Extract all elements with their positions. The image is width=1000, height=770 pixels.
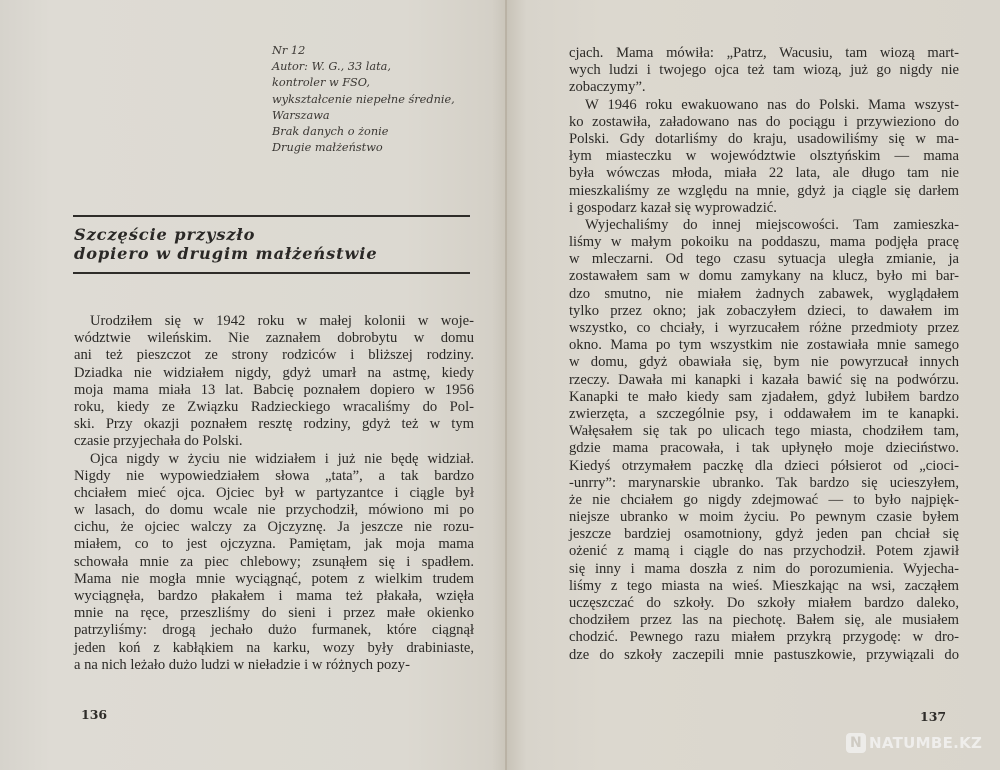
text-line: Urodziłem się w 1942 roku w małej kolonii w woje- xyxy=(90,313,474,329)
chapter-title-line-1: Szczęście przyszło xyxy=(74,225,256,244)
text-line: Mama nie mogła mnie wyciągnąć, potem z wielkim trudem xyxy=(74,570,474,587)
text-line: Nigdy nie wypowiedziałem słowa „tata”, a tak bardzo xyxy=(74,467,474,484)
text-line: W 1946 roku ewakuowano nas do Polski. Mama wszyst- xyxy=(585,96,959,113)
text-line: mnie na ręce, przeszliśmy do sieni i przez małe okienko xyxy=(74,605,474,622)
text-line: chciałem mieć ojca. Ojciec był w partyzantce i ciągle był xyxy=(74,484,474,501)
text-line: Wałęsałem się tak po ulicach tego miasta, chodziłem tam, xyxy=(569,423,959,440)
text-line: zobaczymy”. xyxy=(569,79,646,96)
text-line: schowała mnie za piec chlebowy; zsunąłem się i spadłem. xyxy=(74,553,474,570)
text-line: ożenić z mamą i ciągle do nas przychodził. Potem zjawił xyxy=(569,543,959,560)
entry-number: Nr 12 xyxy=(272,44,306,57)
text-line: moja mama miała 13 lat. Babcię poznałem dopiero w 1956 xyxy=(74,381,474,398)
wife-info-line: Brak danych o żonie xyxy=(272,125,389,139)
text-line: cichu, że ojciec walczy za Ojczyznę. Ja jeszcze nie rozu- xyxy=(74,519,474,536)
left-body-text xyxy=(74,313,474,674)
text-line: wych ludzi i twojego ojca też tam wiozą, już go nigdy nie xyxy=(569,62,959,79)
text-line: ani też pieszczot ze strony rodziców i bliższej rodziny. xyxy=(74,347,474,364)
text-line: cjach. Mama mówiła: „Patrz, Wacusiu, tam wiozą mart- xyxy=(569,45,959,61)
text-line: uczęszczać do szkoły. Do szkoły miałem bardzo daleko, xyxy=(569,595,959,611)
text-line: była wówczas młoda, miała 22 lata, ale długo tam nie xyxy=(569,165,959,182)
text-line: się inny i mama doszła z nim do porozumienia. Wyjecha- xyxy=(569,560,959,577)
title-rule-bottom xyxy=(73,272,470,274)
watermark-text: NATUMBE.KZ xyxy=(869,734,983,752)
text-line: okno. Mama po tym wszystkim nie zostawiała mnie samego xyxy=(569,337,959,354)
text-line: wyciągnęła, bardzo płakałem i mama też płakała, wzięła xyxy=(74,588,474,604)
text-line: łym miasteczku w województwie olsztyńskim — mama xyxy=(569,148,959,165)
text-line: dzo smutno, nie miałem żadnych zabawek, wyglądałem xyxy=(569,285,959,302)
text-line: Ojca nigdy w życiu nie widziałem i już nie będę widział. xyxy=(90,450,474,467)
text-line: Wyjechaliśmy do innej miejscowości. Tam zamieszka- xyxy=(585,216,959,233)
text-line: Kiedyś otrzymałem paczkę dla dzieci półsierot od „cioci- xyxy=(569,457,959,474)
text-line: wództwie wileńskim. Nie zaznałem dobrobytu w domu xyxy=(74,330,474,347)
text-line: wszystko, co chciały, i wyrzucałem różne przedmioty przez xyxy=(569,320,959,336)
right-page xyxy=(507,0,1000,770)
city-line: Warszawa xyxy=(272,108,330,122)
text-line: tylko przez okno; jak zobaczyłem dzieci, to dawałem im xyxy=(569,302,959,319)
education-line: wykształcenie niepełne średnie, xyxy=(272,92,455,106)
page-number-right: 137 xyxy=(920,709,947,724)
text-line: mieszkaliśmy ze względu na mnie, gdyż ja ciągle się darłem xyxy=(569,182,959,199)
page-number-left: 136 xyxy=(81,707,108,722)
text-line: zwierzęta, a szczególnie psy, i oddawałem im te kanapki. xyxy=(569,405,959,422)
text-line: liśmy w małym pokoiku na poddaszu, mama podjęła pracę xyxy=(569,234,959,251)
text-line: miałem, co to jest ojczyzna. Pamiętam, jak moja mama xyxy=(74,536,474,553)
text-line: Kanapki te mało kiedy sam zjadałem, gdyż lubiłem bardzo xyxy=(569,388,959,405)
text-line: patrzyliśmy: drogą jechało dużo furmanek, które ciągnął xyxy=(74,622,474,639)
text-line: i gospodarz kazał się wyprowadzić. xyxy=(569,199,777,216)
text-line: chodziłem przez las na piechotę. Bałem się, ale musiałem xyxy=(569,612,959,629)
right-body-text xyxy=(569,45,959,664)
chapter-title-line-2: dopiero w drugim małżeństwie xyxy=(74,244,378,263)
text-line: liśmy z tego miasta na wieś. Mieszkając na wsi, zacząłem xyxy=(569,577,959,594)
text-line: chodzić. Pewnego razu miałem przykrą przygodę: w dro- xyxy=(569,629,959,646)
text-line: w domu, gdyż obawiała się, bym nie powyrzucał innych xyxy=(569,354,959,371)
text-line: jeszcze bardziej osamotniony, gdyż jeden pan chciał się xyxy=(569,526,959,543)
text-line: w lasach, do domu wcale nie przychodził, mówiono mi po xyxy=(74,502,474,519)
text-line: a na nich leżało dużo ludzi w nieładzie i w różnych pozy- xyxy=(74,656,410,673)
watermark xyxy=(846,733,982,753)
text-line: rzeczy. Dawała mi kanapki i kazała bawić się na podwórzu. xyxy=(569,371,959,388)
text-line: jeden koń z kabłąkiem na karku, wozy były drabiniaste, xyxy=(74,639,474,656)
book-spine xyxy=(505,0,507,770)
text-line: -unrry”: marynarskie ubranko. Tak bardzo się ucieszyłem, xyxy=(569,474,959,491)
author-line: Autor: W. G., 33 lata, xyxy=(272,60,391,74)
text-line: czasie przyjechała do Polski. xyxy=(74,433,243,450)
text-line: że nie chciałem go nigdy zdejmować — to było najpięk- xyxy=(569,491,959,508)
occupation-line: kontroler w FSO, xyxy=(272,76,370,90)
title-rule-top xyxy=(73,215,470,217)
marriage-line: Drugie małżeństwo xyxy=(272,141,383,155)
text-line: Dziadka nie widziałem nigdy, gdyż umarł na astmę, kiedy xyxy=(74,364,474,381)
chapter-title xyxy=(74,225,378,263)
text-line: ski. Przy okazji poznałem resztę rodziny, gdyż też w tym xyxy=(74,416,474,433)
text-line: dze do szkoły zaczepili mnie pastuszkowie, przywiązali do xyxy=(569,646,959,663)
text-line: niejsze ubranko w moim życiu. Po pewnym czasie byłem xyxy=(569,509,959,526)
author-metadata xyxy=(272,43,482,156)
text-line: ko zostawiła, załadowano nas do pociągu i przywieziono do xyxy=(569,113,959,130)
text-line: gdzie mama pracowała, i tak upłynęło moje dzieciństwo. xyxy=(569,440,959,457)
watermark-logo-icon: N xyxy=(846,733,866,753)
text-line: zostawałem sam w domu zamykany na klucz, było mi bar- xyxy=(569,268,959,285)
text-line: w mleczarni. Od tego czasu sytuacja uległa zmianie, ja xyxy=(569,251,959,268)
text-line: roku, kiedy ze Związku Radzieckiego wracaliśmy do Pol- xyxy=(74,398,474,415)
text-line: Polski. Gdy dotarliśmy do kraju, usadowiliśmy się w ma- xyxy=(569,130,959,147)
